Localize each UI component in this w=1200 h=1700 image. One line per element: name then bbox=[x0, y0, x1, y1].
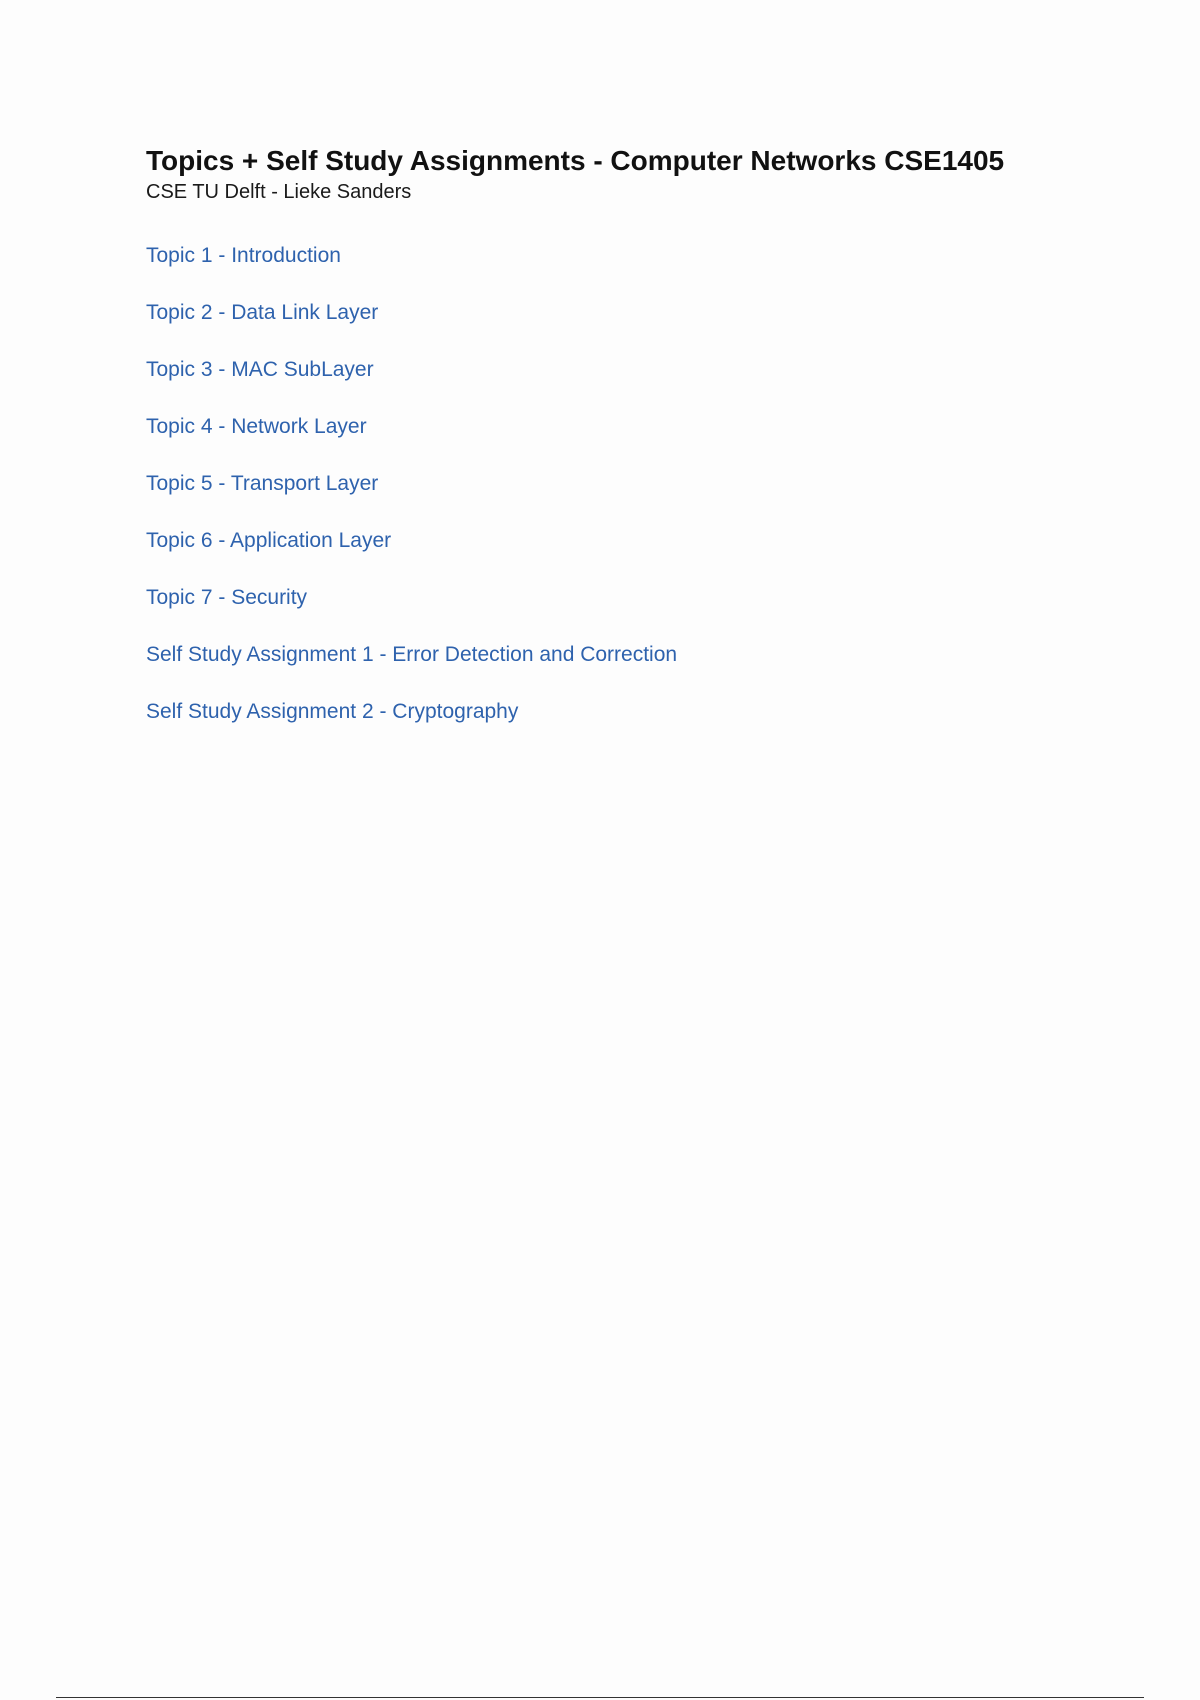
toc-item bbox=[146, 643, 677, 700]
toc-item bbox=[146, 358, 677, 415]
toc-link-topic-6[interactable]: Topic 6 - Application Layer bbox=[146, 529, 392, 552]
toc-link-topic-5[interactable]: Topic 5 - Transport Layer bbox=[146, 472, 379, 495]
document-subtitle: CSE TU Delft - Lieke Sanders bbox=[146, 181, 412, 203]
toc-link-self-study-1[interactable]: Self Study Assignment 1 - Error Detection and Correction bbox=[146, 643, 678, 666]
toc-link-topic-7[interactable]: Topic 7 - Security bbox=[146, 586, 308, 609]
document-title: Topics + Self Study Assignments - Computer Networks CSE1405 bbox=[146, 145, 1005, 176]
toc-item bbox=[146, 415, 677, 472]
toc-item bbox=[146, 586, 677, 643]
toc-link-topic-2[interactable]: Topic 2 - Data Link Layer bbox=[146, 301, 379, 324]
toc-link-topic-3[interactable]: Topic 3 - MAC SubLayer bbox=[146, 358, 374, 381]
table-of-contents bbox=[146, 244, 677, 757]
footer-divider bbox=[56, 1697, 1144, 1698]
toc-item bbox=[146, 700, 677, 757]
toc-link-topic-4[interactable]: Topic 4 - Network Layer bbox=[146, 415, 367, 438]
toc-link-topic-1[interactable]: Topic 1 - Introduction bbox=[146, 244, 341, 267]
toc-item bbox=[146, 244, 677, 301]
toc-item bbox=[146, 301, 677, 358]
document-page bbox=[146, 144, 1146, 723]
toc-link-self-study-2[interactable]: Self Study Assignment 2 - Cryptography bbox=[146, 700, 519, 723]
toc-item bbox=[146, 472, 677, 529]
toc-item bbox=[146, 529, 677, 586]
